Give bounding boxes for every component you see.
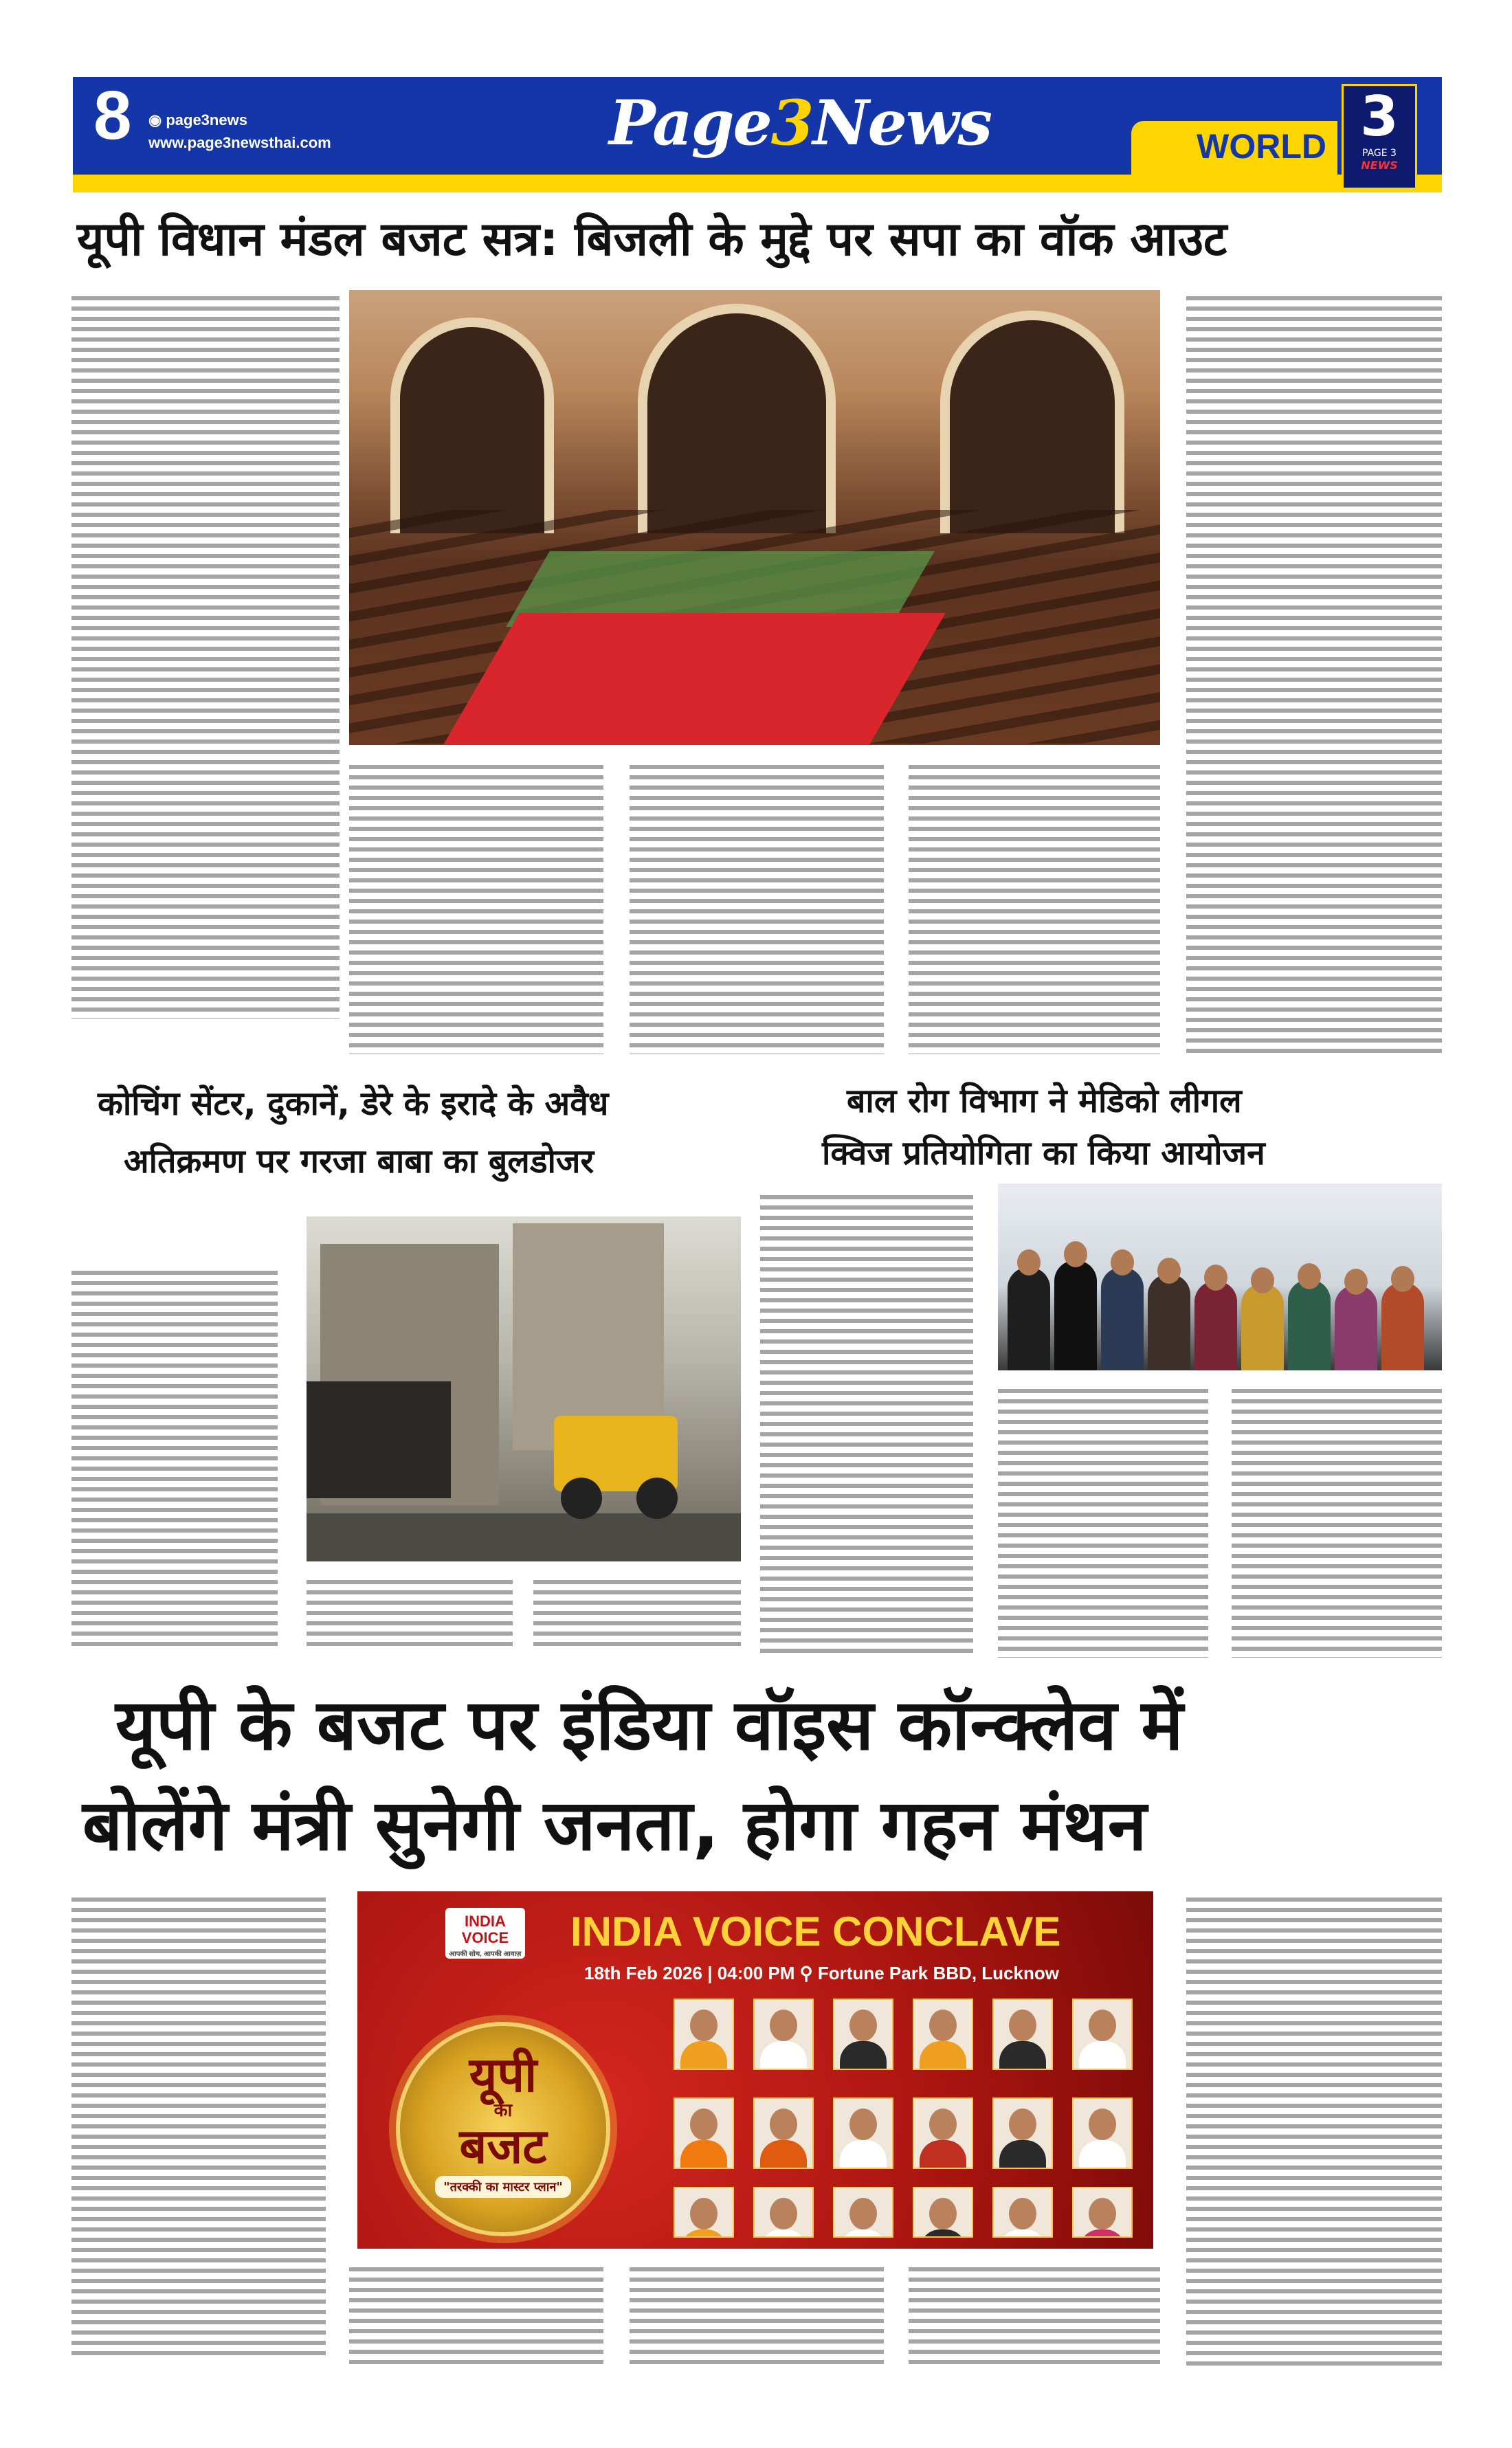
conclave-title: INDIA VOICE CONCLAVE (570, 1909, 1061, 1955)
article-column (998, 1383, 1208, 1658)
article-column (349, 2261, 603, 2364)
newspaper-logo[interactable]: Page3News (609, 87, 992, 159)
article-column (533, 1574, 741, 1649)
article-column (71, 1891, 326, 2359)
section-label: WORLD (1197, 127, 1326, 166)
social-icon: ◉ (148, 111, 162, 129)
speaker-portrait (833, 2187, 893, 2238)
article-column (909, 2261, 1160, 2364)
speaker-portrait (753, 2187, 814, 2238)
article-column (71, 1265, 278, 1649)
article-column (630, 759, 884, 1054)
speaker-portrait (1072, 2187, 1133, 2238)
india-voice-brand-logo: INDIA VOICE आपकी सोच, आपकी आवाज़ (445, 1908, 525, 1959)
headline-conclave-line1: यूपी के बजट पर इंडिया वॉइस कॉन्क्लेव में (115, 1684, 1183, 1766)
article-column (349, 759, 603, 1054)
headline-assembly-walkout: यूपी विधान मंडल बजट सत्र: बिजली के मुद्दे पर सपा का वॉक आउट (77, 212, 1227, 267)
headline-bulldozer-line1: कोचिंग सेंटर, दुकानें, डेरे के इरादे के अवैध (98, 1084, 609, 1123)
conclave-date-venue: 18th Feb 2026 | 04:00 PM ⚲ Fortune Park BBD, Lucknow (584, 1963, 1059, 1983)
speaker-portrait (913, 1999, 973, 2070)
social-links (148, 109, 331, 154)
article-column (1232, 1383, 1442, 1658)
speaker-portrait (674, 1999, 734, 2070)
speaker-portrait (1072, 2098, 1133, 2169)
headline-conclave-line2: बोलेंगे मंत्री सुनेगी जनता, होगा गहन मंथन (82, 1785, 1147, 1867)
article-column (909, 759, 1160, 1054)
speaker-portrait (913, 2098, 973, 2169)
speaker-portrait (992, 2187, 1053, 2238)
speaker-portrait (833, 1999, 893, 2070)
article-column (630, 2261, 884, 2364)
speaker-portrait (674, 2098, 734, 2169)
up-budget-medal-emblem: यूपी का बजट "तरक्की का मास्टर प्लान" (396, 2022, 610, 2236)
headline-quiz-line1: बाल रोग विभाग ने मेडिको लीगल (847, 1082, 1242, 1120)
speaker-portrait (753, 1999, 814, 2070)
speaker-portrait (1072, 1999, 1133, 2070)
social-handle[interactable]: page3news (166, 111, 247, 129)
headline-bulldozer-line2: अतिक्रमण पर गरजा बाबा का बुलडोजर (124, 1142, 594, 1181)
page-number: 8 (93, 77, 132, 154)
masthead-banner (73, 77, 1442, 192)
bulldozer-demolition-photo (307, 1216, 741, 1561)
speaker-portrait (753, 2098, 814, 2169)
article-column (760, 1189, 973, 1656)
headline-quiz-line2: क्विज प्रतियोगिता का किया आयोजन (822, 1134, 1265, 1172)
article-column (1186, 1891, 1442, 2366)
page3-logo: 3 PAGE 3 NEWS (1342, 84, 1417, 190)
article-column (71, 290, 340, 1019)
speaker-portrait (992, 1999, 1053, 2070)
masthead-yellow-stripe (73, 175, 1442, 192)
speaker-portrait (992, 2098, 1053, 2169)
assembly-hall-photo (349, 290, 1160, 745)
india-voice-conclave-ad[interactable] (357, 1891, 1153, 2249)
article-column (307, 1574, 513, 1649)
group-award-photo (998, 1183, 1442, 1370)
speaker-portrait (674, 2187, 734, 2238)
speaker-portrait (833, 2098, 893, 2169)
speaker-portrait (913, 2187, 973, 2238)
article-column (1186, 290, 1442, 1053)
website-link[interactable]: www.page3newsthai.com (148, 134, 331, 151)
